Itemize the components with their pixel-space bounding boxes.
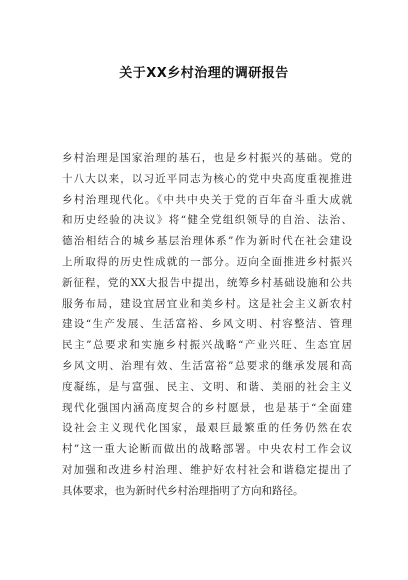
document-body-paragraph <box>62 148 352 502</box>
paragraph-line: 乡村治理现代化。《中共中央关于党的百年奋斗重大成就 <box>62 193 352 206</box>
paragraph-line: 上所取得的历史性成就的一部分。迈向全面推进乡村振兴 <box>62 255 352 268</box>
paragraph-line: 民主”总要求和实施乡村振兴战略“产业兴旺、生态宜居 <box>62 339 352 352</box>
paragraph-line: 和历史经验的决议》将“健全党组织领导的自治、法治、 <box>62 214 352 227</box>
paragraph-line: 度凝练，是与富强、民主、文明、和谐、美丽的社会主义 <box>62 380 352 393</box>
document-title: 关于XX乡村治理的调研报告 <box>119 66 289 81</box>
paragraph-line: 具体要求，也为新时代乡村治理指明了方向和路径。 <box>62 484 304 497</box>
paragraph-line: 新征程，党的XX大报告中提出，统筹乡村基础设施和公共 <box>62 276 352 289</box>
paragraph-line: 设社会主义现代化国家，最艰巨最繁重的任务仍然在农 <box>62 422 352 435</box>
paragraph-line: 对加强和改进乡村治理、维护好农村社会和谐稳定提出了 <box>62 463 352 476</box>
paragraph-line: 现代化强国内涵高度契合的乡村愿景，也是基于“全面建 <box>62 401 352 414</box>
paragraph-line: 建设“生产发展、生活富裕、乡风文明、村容整洁、管理 <box>62 318 352 331</box>
paragraph-line: 村”这一重大论断而做出的战略部署。中央农村工作会议 <box>62 443 352 456</box>
paragraph-line: 德治相结合的城乡基层治理体系”作为新时代在社会建设 <box>62 235 352 248</box>
paragraph-line: 乡风文明、治理有效、生活富裕”总要求的继承发展和高 <box>62 359 352 372</box>
paragraph-line: 乡村治理是国家治理的基石，也是乡村振兴的基础。党的 <box>62 152 352 164</box>
paragraph-line: 十八大以来，以习近平同志为核心的党中央高度重视推进 <box>62 172 352 185</box>
paragraph-line: 服务布局，建设宜居宜业和美乡村。这是社会主义新农村 <box>62 297 352 310</box>
